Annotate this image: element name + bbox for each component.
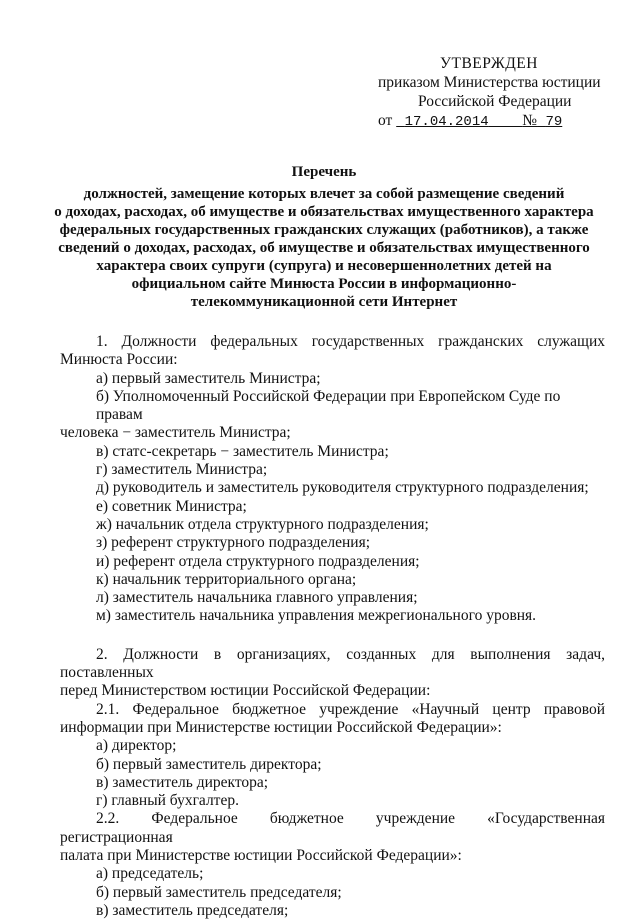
list-item: а) директор; bbox=[96, 737, 177, 755]
approval-stamp bbox=[378, 54, 618, 132]
list-item: в) статс-секретарь − заместитель Министра; bbox=[96, 442, 389, 460]
document-body bbox=[60, 333, 605, 920]
order-line: приказом Министерства юстиции bbox=[378, 74, 601, 91]
section-1-heading-cont: Минюста России: bbox=[60, 351, 178, 369]
document-title bbox=[40, 163, 608, 311]
order-date-number bbox=[378, 111, 618, 132]
ministry-line: Российской Федерации bbox=[418, 93, 572, 110]
section-2-heading-cont: перед Министерством юстиции Российской Федерации: bbox=[60, 682, 431, 700]
date-prefix: от bbox=[378, 112, 393, 129]
list-item: м) заместитель начальника управления межрегионального уровня. bbox=[96, 607, 537, 625]
subsection-2-2-heading-cont: палата при Министерстве юстиции Российской Федерации»: bbox=[60, 847, 462, 865]
list-item: и) референт отдела структурного подразделения; bbox=[96, 552, 420, 570]
number-prefix: № bbox=[522, 112, 538, 129]
list-item: ж) начальник отдела структурного подразделения; bbox=[96, 515, 429, 533]
list-item: д) руководитель и заместитель руководителя структурного подразделения; bbox=[96, 479, 589, 497]
title-line: телекоммуникационной сети Интернет bbox=[190, 294, 458, 310]
subsection-2-2-heading: 2.2. Федеральное бюджетное учреждение «Государственная регистрационная bbox=[60, 810, 605, 846]
section-1-heading: 1. Должности федеральных государственных гражданских служащих bbox=[96, 333, 605, 350]
title-line: федеральных государственных гражданских служащих (работников), а также bbox=[59, 222, 589, 238]
title-line: должностей, замещение которых влечет за собой размещение сведений bbox=[83, 186, 565, 202]
subsection-2-1-heading: 2.1. Федеральное бюджетное учреждение «Научный центр правовой bbox=[96, 700, 605, 718]
list-item: а) председатель; bbox=[96, 865, 204, 883]
list-item-cont: человека − заместитель Министра; bbox=[60, 424, 291, 442]
list-item: е) советник Министра; bbox=[96, 497, 247, 515]
list-item: а) первый заместитель Министра; bbox=[96, 369, 321, 387]
list-item: б) первый заместитель председателя; bbox=[96, 883, 342, 901]
list-item: б) первый заместитель директора; bbox=[96, 755, 322, 773]
title-line: сведений о доходах, расходах, об имуществе и обязательствах имущественного bbox=[58, 240, 590, 256]
title-line: о доходах, расходах, об имуществе и обязательствах имущественного характера bbox=[54, 204, 594, 220]
order-date: 17.04.2014 bbox=[404, 114, 489, 130]
order-number: 79 bbox=[545, 114, 563, 130]
list-item: б) Уполномоченный Российской Федерации при Европейском Суде по правам bbox=[96, 387, 561, 424]
subsection-2-1-heading-cont: информации при Министерстве юстиции Российской Федерации»: bbox=[60, 718, 502, 736]
approved-label: УТВЕРЖДЕН bbox=[440, 55, 538, 72]
title-line: характера своих супруги (супруга) и несовершеннолетних детей на bbox=[96, 258, 552, 274]
list-item: г) заместитель Министра; bbox=[96, 461, 268, 479]
title-line: официальном сайте Минюста России в информационно- bbox=[131, 276, 517, 292]
list-item: г) главный бухгалтер. bbox=[96, 792, 239, 810]
list-item: з) референт структурного подразделения; bbox=[96, 534, 371, 552]
section-2-heading: 2. Должности в организациях, созданных для выполнения задач, поставленных bbox=[60, 645, 605, 682]
list-item: в) заместитель председателя; bbox=[96, 901, 289, 919]
list-item: в) заместитель директора; bbox=[96, 773, 269, 791]
list-item: к) начальник территориального органа; bbox=[96, 570, 357, 588]
list-item: л) заместитель начальника главного управления; bbox=[96, 589, 418, 607]
title-heading: Перечень bbox=[291, 164, 357, 180]
